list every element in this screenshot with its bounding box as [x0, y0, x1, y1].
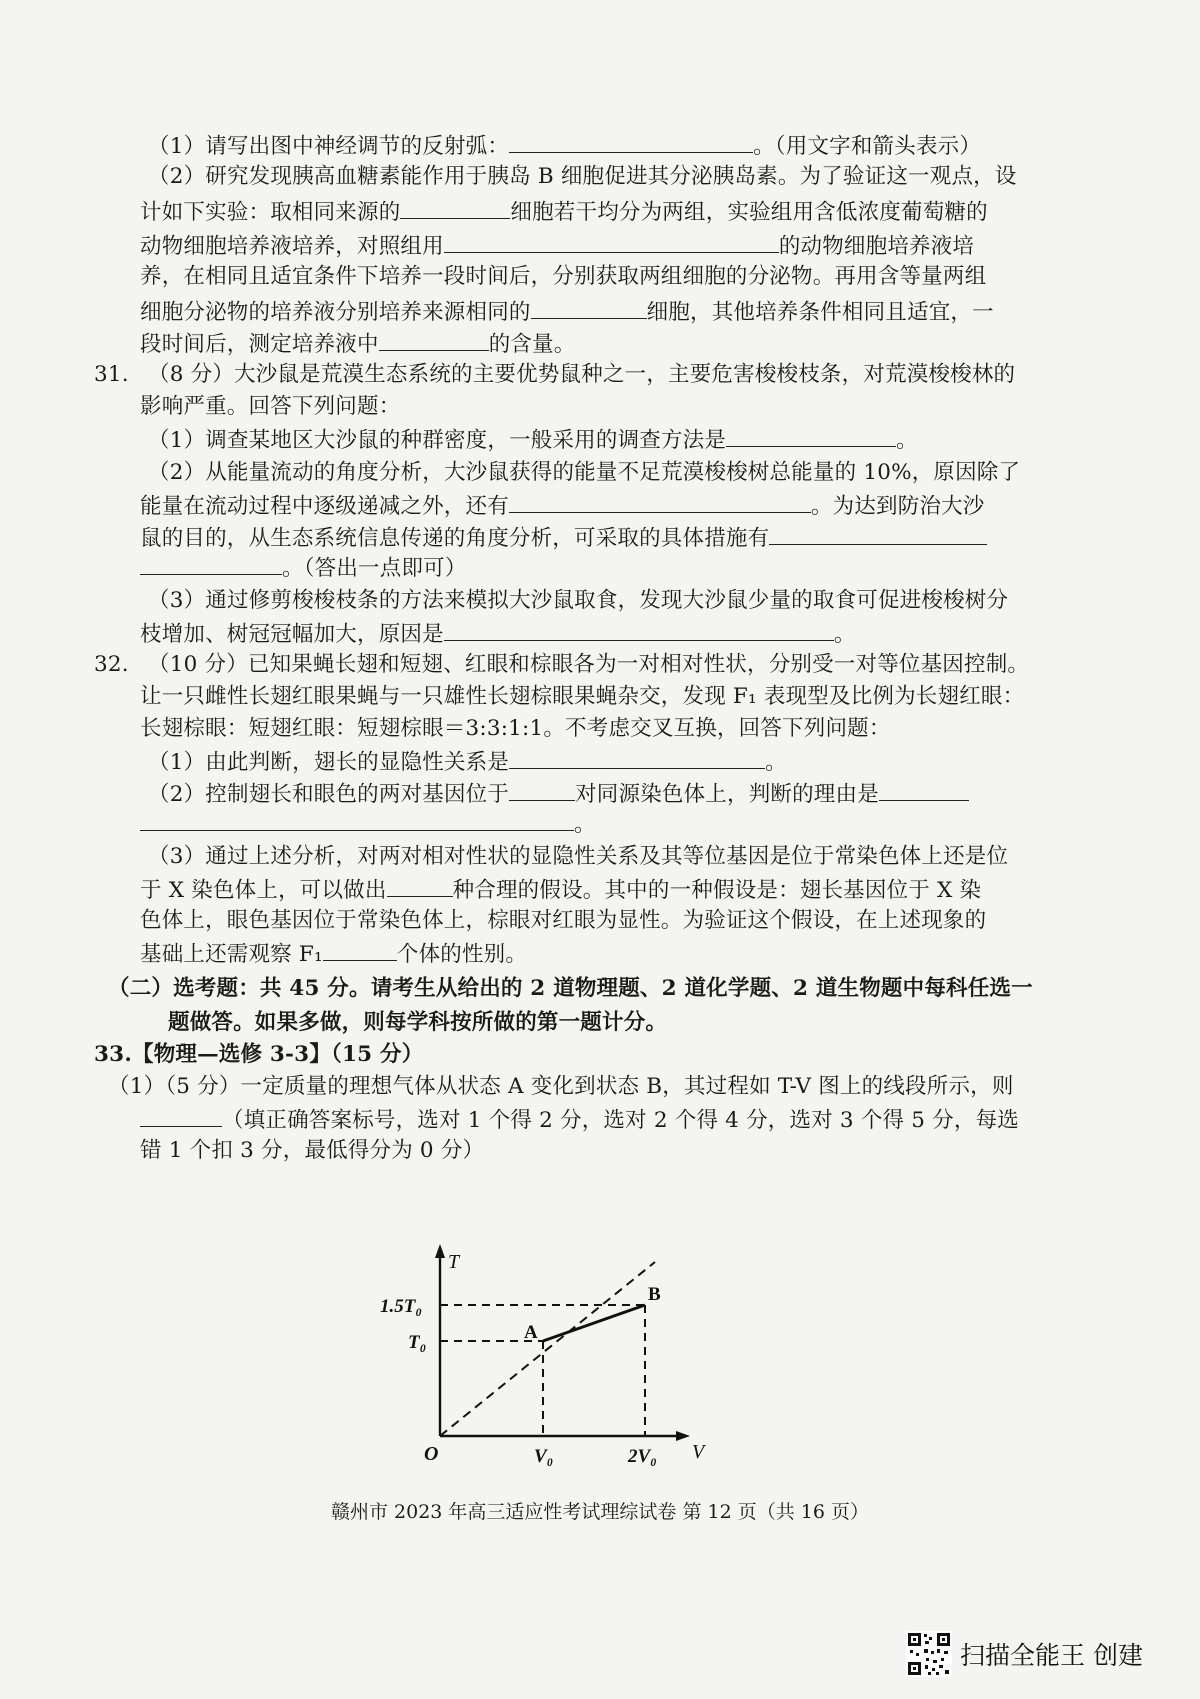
q30-part2-line3 [140, 230, 974, 262]
x-axis-arrow-icon [676, 1431, 690, 1441]
q33-part1-line3: 错 1 个扣 3 分，最低得分为 0 分） [140, 1138, 485, 1163]
scanner-watermark [906, 1632, 1143, 1676]
q30-part2-line5-a: 细胞分泌物的培养液分别培养来源相同的 [140, 300, 531, 325]
point-a-label: A [524, 1322, 538, 1343]
q30-part2-line2-a: 计如下实验：取相同来源的 [140, 200, 401, 225]
answer-blank[interactable] [509, 778, 575, 801]
q31-part3-line2-b: 。 [833, 622, 856, 647]
answer-blank[interactable] [509, 490, 811, 513]
qr-code-icon [906, 1631, 952, 1677]
isobar-dashed-line [440, 1262, 655, 1436]
q32-part3-line2 [140, 874, 981, 906]
tv-graph [380, 1236, 740, 1467]
q31-part1-suffix: 。 [896, 428, 918, 453]
q31-part1 [148, 424, 918, 456]
q30-part2-line5-b: 细胞，其他培养条件相同且适宜，一 [646, 300, 994, 325]
y-axis-arrow-icon [435, 1244, 445, 1258]
answer-blank[interactable] [769, 522, 987, 545]
q32-stem-line1: （10 分）已知果蝇长翅和短翅、红眼和棕眼各为一对相对性状，分别受一对等位基因控制。 [148, 652, 1030, 677]
q31-part2-line4-text: 。（答出一点即可） [282, 556, 467, 581]
q33-part1-line1: （1）（5 分）一定质量的理想气体从状态 A 变化到状态 B，其过程如 T-V 图上的线段所示，则 [108, 1074, 1014, 1099]
q31-part3-line2-a: 枝增加、树冠冠幅加大，原因是 [140, 622, 444, 647]
q31-part2-line2 [140, 490, 985, 522]
q32-part2-text-b: 对同源染色体上，判断的理由是 [575, 782, 879, 807]
q30-part2-line2 [140, 196, 988, 228]
y-axis-label: T [448, 1251, 460, 1273]
q31-part2-line3-text: 鼠的目的，从生态系统信息传递的角度分析，可采取的具体措施有 [140, 526, 770, 551]
x-tick-v0: V₀ [534, 1446, 554, 1467]
q30-part2-line2-b: 细胞若干均分为两组，实验组用含低浓度葡萄糖的 [510, 200, 988, 225]
q32-part3-line3: 色体上，眼色基因位于常染色体上，棕眼对红眼为显性。为验证这个假设，在上述现象的 [140, 908, 987, 933]
q31-part2-line2-a: 能量在流动过程中逐级递减之外，还有 [140, 494, 509, 519]
q31-part2-line2-b: 。为达到防治大沙 [810, 494, 985, 519]
q30-part2-line6 [140, 328, 576, 360]
answer-blank[interactable] [531, 296, 647, 319]
answer-blank[interactable] [509, 130, 753, 153]
y-tick-t0: T₀ [408, 1332, 427, 1353]
answer-blank[interactable] [379, 328, 489, 351]
q31-number: 31. [94, 362, 129, 387]
q31-part2-line1: （2）从能量流动的角度分析，大沙鼠获得的能量不足荒漠梭梭树总能量的 10%，原因除了 [148, 460, 1021, 485]
answer-blank[interactable] [444, 230, 779, 253]
q31-part3-line2 [140, 618, 856, 650]
q32-part1-suffix: 。 [765, 750, 787, 775]
q30-part2-line3-a: 动物细胞培养液培养，对照组用 [140, 234, 444, 259]
q30-part1-text: （1）请写出图中神经调节的反射弧： [148, 134, 510, 159]
q32-part1-text: （1）由此判断，翅长的显隐性关系是 [148, 750, 510, 775]
answer-blank[interactable] [509, 746, 765, 769]
q32-part3-line2-a: 于 X 染色体上，可以做出 [140, 878, 387, 903]
answer-blank[interactable] [444, 618, 834, 641]
q32-part3-line4-a: 基础上还需观察 F₁ [140, 942, 323, 967]
q30-part2-line5 [140, 296, 994, 328]
q32-part1 [148, 746, 787, 778]
answer-blank[interactable] [140, 552, 282, 575]
q30-part1-suffix: 。（用文字和箭头表示） [753, 134, 982, 159]
q31-part2-line3 [140, 522, 987, 554]
q30-part2-line3-b: 的动物细胞培养液培 [778, 234, 975, 259]
q30-part1 [148, 130, 981, 162]
q32-part3-line1: （3）通过上述分析，对两对相对性状的显隐性关系及其等位基因是位于常染色体上还是位 [148, 844, 1009, 869]
x-axis-label: V [692, 1441, 705, 1463]
q33-part1-line2 [140, 1104, 1019, 1136]
q30-part2-line6-a: 段时间后，测定培养液中 [140, 332, 379, 357]
q33-title: 33.【物理—选修 3-3】（15 分） [94, 1042, 424, 1067]
watermark-text: 扫描全能王 创建 [960, 1641, 1143, 1670]
y-tick-1-5t0: 1.5T₀ [380, 1296, 422, 1317]
answer-blank[interactable] [387, 874, 453, 897]
page-footer: 赣州市 2023 年高三适应性考试理综试卷 第 12 页（共 16 页） [331, 1501, 869, 1523]
q31-stem-line2: 影响严重。回答下列问题： [140, 394, 401, 419]
point-b-label: B [648, 1284, 661, 1305]
q32-part3-line4-b: 个体的性别。 [396, 942, 528, 967]
q32-part2-suffix: 。 [574, 812, 596, 837]
answer-blank[interactable] [400, 196, 510, 219]
q31-stem-line1: （8 分）大沙鼠是荒漠生态系统的主要优势鼠种之一，主要危害梭梭枝条，对荒漠梭梭林的 [148, 362, 1016, 387]
q30-part2-line6-b: 的含量。 [488, 332, 576, 357]
q33-part1-line2-text: （填正确答案标号，选对 1 个得 2 分，选对 2 个得 4 分，选对 3 个得 5 分，每选 [222, 1108, 1019, 1133]
elective-heading-line2: 题做答。如果多做，则每学科按所做的第一题计分。 [168, 1010, 668, 1035]
q32-stem-line3: 长翅棕眼：短翅红眼：短翅棕眼＝3:3:1:1。不考虑交叉互换，回答下列问题： [140, 716, 891, 741]
answer-blank[interactable] [140, 808, 574, 831]
q32-part2-line1 [148, 778, 969, 810]
q32-stem-line2: 让一只雌性长翅红眼果蝇与一只雄性长翅棕眼果蝇杂交，发现 F₁ 表现型及比例为长翅红眼： [140, 684, 1025, 709]
x-tick-2v0: 2V₀ [628, 1446, 657, 1467]
q31-part2-line4 [140, 552, 467, 584]
q32-part3-line4 [140, 938, 527, 970]
elective-heading-line1: （二）选考题：共 45 分。请考生从给出的 2 道物理题、2 道化学题、2 道生物题中每科任选一 [108, 976, 1033, 1001]
answer-blank[interactable] [879, 778, 969, 801]
answer-blank[interactable] [140, 1104, 222, 1127]
answer-blank[interactable] [726, 424, 896, 447]
q32-part2-text-a: （2）控制翅长和眼色的两对基因位于 [148, 782, 510, 807]
q32-number: 32. [94, 652, 129, 677]
q30-part2-line1: （2）研究发现胰高血糖素能作用于胰岛 B 细胞促进其分泌胰岛素。为了验证这一观点，设 [148, 164, 1017, 189]
q31-part3-line1: （3）通过修剪梭梭枝条的方法来模拟大沙鼠取食，发现大沙鼠少量的取食可促进梭梭树分 [148, 588, 1009, 613]
q31-part1-text: （1）调查某地区大沙鼠的种群密度，一般采用的调查方法是 [148, 428, 727, 453]
origin-label: O [424, 1443, 439, 1465]
q32-part3-line2-b: 种合理的假设。其中的一种假设是：翅长基因位于 X 染 [452, 878, 982, 903]
answer-blank[interactable] [323, 938, 397, 961]
q30-part2-line4: 养，在相同且适宜条件下培养一段时间后，分别获取两组细胞的分泌物。再用含等量两组 [140, 264, 987, 289]
q32-part2-line2 [140, 808, 596, 840]
